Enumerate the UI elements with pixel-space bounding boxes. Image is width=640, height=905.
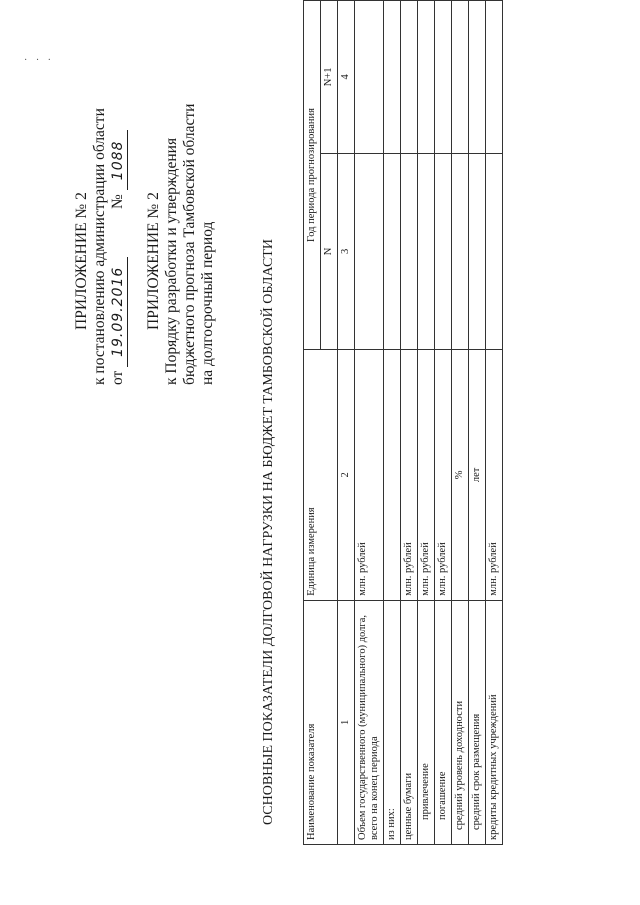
handwritten-number: 1088	[110, 130, 128, 190]
row-name: средний срок размещения	[469, 600, 486, 844]
row-name: из них:	[384, 600, 401, 844]
row-unit: млн. рублей	[486, 349, 503, 600]
row-name: Объем государственного (муниципального) долга, всего на конец периода	[355, 600, 384, 844]
row-name: средний уровень доходности	[452, 600, 469, 844]
row-value-n	[469, 153, 486, 349]
appendix-title-2: ПРИЛОЖЕНИЕ № 2	[145, 192, 162, 330]
row-value-n1	[435, 1, 452, 154]
table-row	[486, 1, 503, 845]
row-value-n	[355, 153, 384, 349]
col-number-4: 4	[338, 1, 355, 154]
row-unit: млн. рублей	[355, 349, 384, 600]
table-row	[435, 1, 452, 845]
table-header-row	[304, 1, 321, 845]
appendix-title: ПРИЛОЖЕНИЕ № 2	[73, 192, 90, 330]
col-number-1: 1	[338, 600, 355, 844]
row-value-n1	[355, 1, 384, 154]
row-value-n	[418, 153, 435, 349]
header-forecast-period: Год периода прогнозирования	[304, 1, 321, 350]
header-year-n1: N+1	[321, 1, 338, 154]
procedure-line-1: к Порядку разработки и утверждения	[163, 137, 180, 385]
table-row	[355, 1, 384, 845]
table-row	[469, 1, 486, 845]
row-value-n1	[469, 1, 486, 154]
row-value-n1	[486, 1, 503, 154]
from-label: от	[109, 370, 126, 385]
row-value-n1	[452, 1, 469, 154]
row-unit	[384, 349, 401, 600]
scan-speck-marks: · · ·	[24, 55, 54, 66]
table-row	[452, 1, 469, 845]
col-number-3: 3	[338, 153, 355, 349]
row-unit: млн. рублей	[401, 349, 418, 600]
row-value-n	[384, 153, 401, 349]
header-unit: Единица измерения	[304, 349, 338, 600]
procedure-line-3: на долгосрочный период	[199, 221, 216, 385]
document-title: ОСНОВНЫЕ ПОКАЗАТЕЛИ ДОЛГОВОЙ НАГРУЗКИ НА БЮДЖЕТ ТАМБОВСКОЙ ОБЛАСТИ	[261, 239, 276, 825]
handwritten-date: 19.09.2016	[110, 257, 128, 367]
row-name: ценные бумаги	[401, 600, 418, 844]
row-value-n	[401, 153, 418, 349]
debt-indicators-table	[303, 0, 503, 845]
header-indicator-name: Наименование показателя	[304, 600, 338, 844]
row-value-n	[435, 153, 452, 349]
row-value-n1	[418, 1, 435, 154]
row-value-n1	[401, 1, 418, 154]
col-number-2: 2	[338, 349, 355, 600]
row-unit: лет	[469, 349, 486, 600]
date-number-line	[109, 130, 128, 385]
resolution-line: к постановлению администрации области	[91, 108, 108, 385]
table-row	[418, 1, 435, 845]
row-unit: млн. рублей	[418, 349, 435, 600]
table-row	[384, 1, 401, 845]
row-unit: млн. рублей	[435, 349, 452, 600]
row-name: кредиты кредитных учреждений	[486, 600, 503, 844]
row-value-n1	[384, 1, 401, 154]
header-year-n: N	[321, 153, 338, 349]
row-name: погашение	[435, 600, 452, 844]
procedure-line-2: бюджетного прогноза Тамбовской области	[181, 103, 198, 385]
row-value-n	[452, 153, 469, 349]
table-row	[401, 1, 418, 845]
row-name: привлечение	[418, 600, 435, 844]
table-number-row	[338, 1, 355, 845]
row-value-n	[486, 153, 503, 349]
number-label: №	[109, 194, 126, 210]
row-unit: %	[452, 349, 469, 600]
